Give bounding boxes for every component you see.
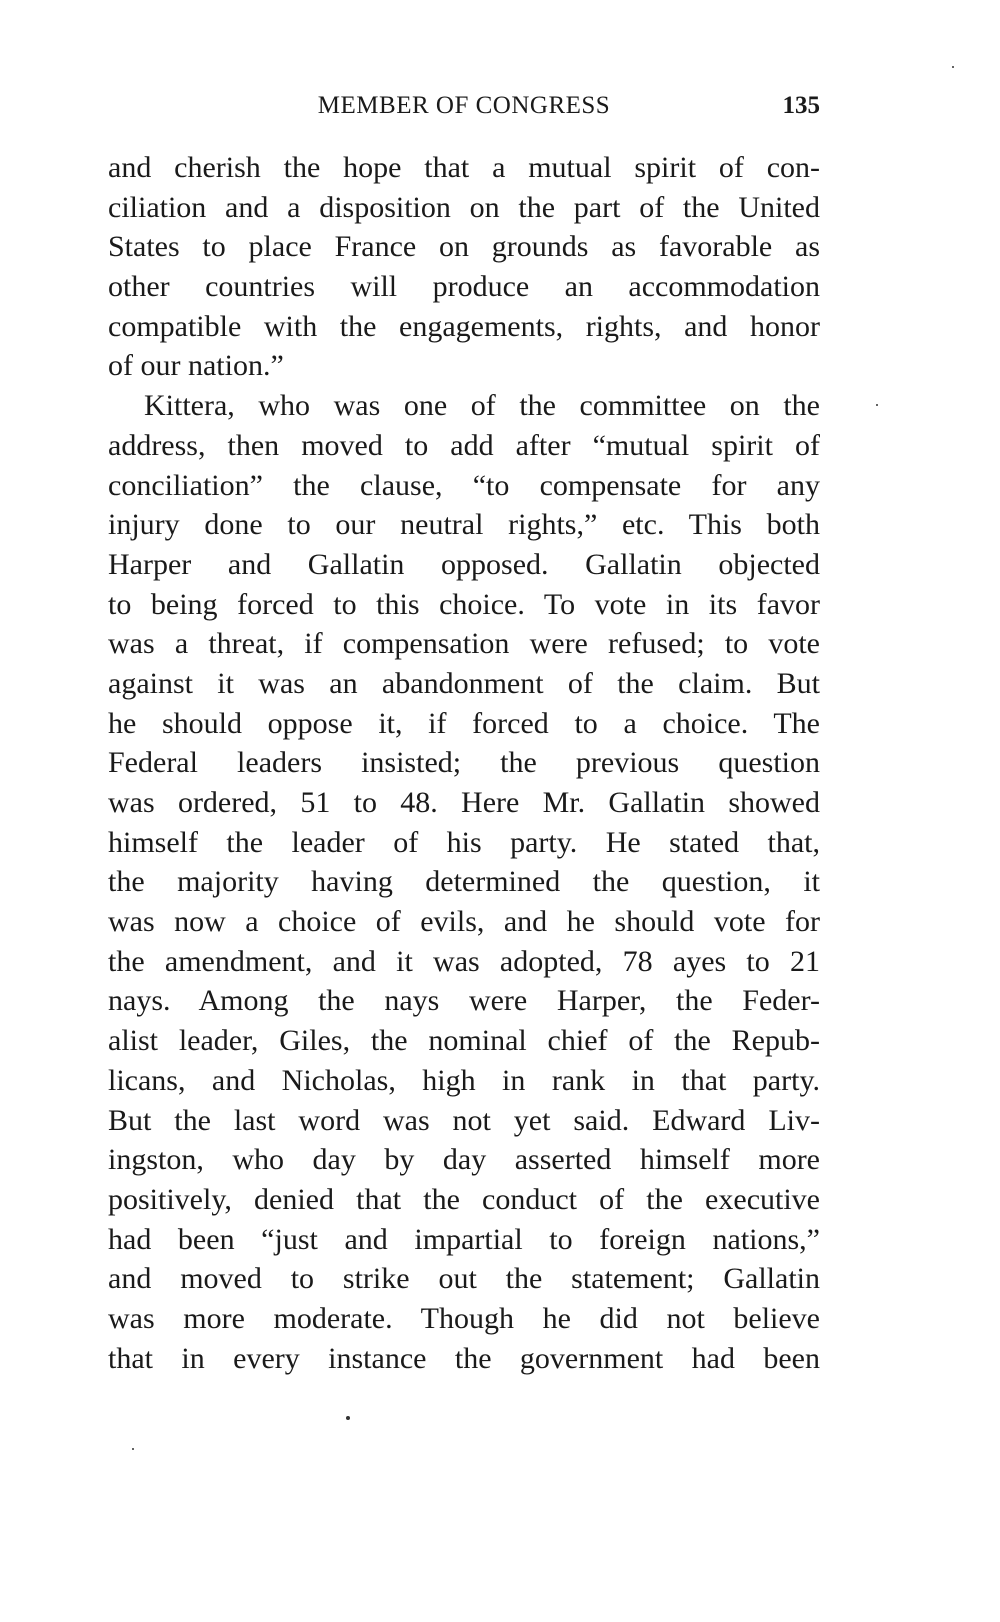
text-line: himself the leader of his party. He stated that,: [108, 825, 820, 859]
print-speck: [876, 404, 878, 406]
text-line: States to place France on grounds as favorable as: [108, 230, 820, 264]
text-line: address, then moved to add after “mutual spirit of: [108, 428, 820, 462]
text-line: But the last word was not yet said. Edward Liv-: [108, 1103, 820, 1137]
text-line: and cherish the hope that a mutual spirit of con-: [108, 151, 820, 184]
text-line: of our nation.”: [108, 349, 284, 383]
text-line: the amendment, and it was adopted, 78 ayes to 21: [108, 944, 820, 978]
text-line: was ordered, 51 to 48. Here Mr. Gallatin showed: [108, 786, 820, 819]
print-speck: [952, 66, 954, 68]
text-line: conciliation” the clause, “to compensate for any: [108, 468, 820, 502]
text-line: positively, denied that the conduct of the executive: [108, 1182, 820, 1216]
text-line: ciliation and a disposition on the part of the United: [108, 190, 820, 224]
text-line: other countries will produce an accommodation: [108, 270, 820, 304]
text-line: the majority having determined the question, it: [108, 865, 820, 899]
print-speck: [346, 1416, 350, 1420]
running-head-title: MEMBER OF CONGRESS: [317, 92, 611, 119]
text-line: had been “just and impartial to foreign nations,”: [108, 1222, 820, 1256]
text-line: and moved to strike out the statement; Gallatin: [108, 1262, 820, 1296]
text-line: was now a choice of evils, and he should vote for: [108, 905, 820, 939]
text-line: against it was an abandonment of the claim. But: [108, 666, 820, 700]
text-line: licans, and Nicholas, high in rank in that party.: [108, 1063, 820, 1097]
text-line: ingston, who day by day asserted himself more: [108, 1143, 820, 1177]
text-line: was more moderate. Though he did not believe: [108, 1301, 820, 1335]
text-line: was a threat, if compensation were refused; to vote: [108, 627, 820, 661]
text-line: Kittera, who was one of the committee on the: [144, 389, 820, 423]
body-text: [108, 148, 820, 1378]
text-line: nays. Among the nays were Harper, the Feder-: [108, 984, 820, 1018]
text-line: alist leader, Giles, the nominal chief of the Repub-: [108, 1024, 820, 1058]
text-line: injury done to our neutral rights,” etc. This both: [108, 508, 820, 542]
running-head: [108, 92, 820, 128]
text-line: Harper and Gallatin opposed. Gallatin objected: [108, 547, 820, 581]
text-line: compatible with the engagements, rights, and honor: [108, 309, 820, 343]
text-line: that in every instance the government had been: [108, 1341, 820, 1375]
print-speck: [132, 1448, 134, 1450]
page-number: 135: [782, 92, 820, 119]
text-line: he should oppose it, if forced to a choice. The: [108, 706, 820, 740]
text-line: Federal leaders insisted; the previous question: [108, 746, 820, 780]
text-line: to being forced to this choice. To vote in its favor: [108, 587, 820, 621]
